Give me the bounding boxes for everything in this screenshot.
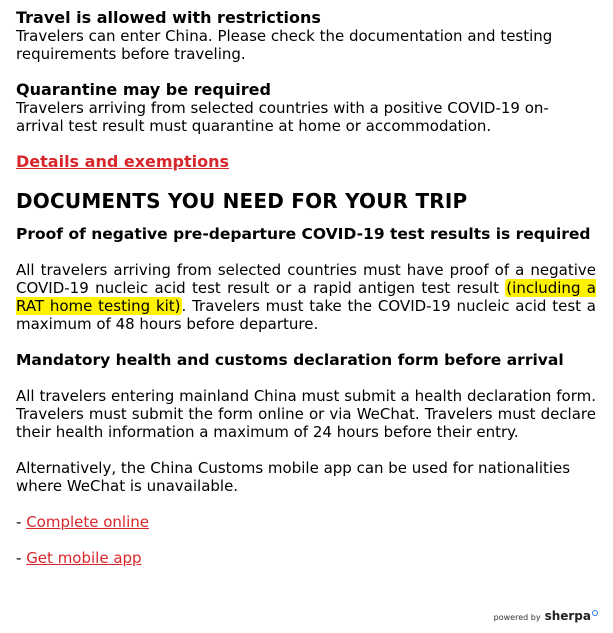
- proof-body-part2: . Travelers must take the COVID-19 nucleic acid test a maximum of 48 hours before departure.: [16, 297, 596, 333]
- get-mobile-app-link[interactable]: Get mobile app: [26, 549, 142, 567]
- sherpa-wordmark: sherpa: [544, 609, 591, 623]
- proof-of-test-title: Proof of negative pre-departure COVID-19 test results is required: [16, 225, 591, 243]
- powered-by-label: powered by: [493, 613, 541, 622]
- travel-status-title: Travel is allowed with restrictions: [16, 8, 321, 27]
- complete-online-link[interactable]: Complete online: [26, 513, 149, 531]
- sherpa-logo: [545, 610, 598, 623]
- documents-heading: DOCUMENTS YOU NEED FOR YOUR TRIP: [16, 189, 468, 213]
- link-prefix: -: [16, 549, 27, 567]
- details-and-exemptions-link[interactable]: Details and exemptions: [16, 152, 230, 171]
- declaration-body-2: Alternatively, the China Customs mobile app can be used for nationalities where WeChat is unavailable.: [16, 459, 571, 495]
- quarantine-body: Travelers arriving from selected countries with a positive COVID-19 on-arrival test result must quarantine at home or accommodation.: [16, 99, 549, 135]
- declaration-title: Mandatory health and customs declaration form before arrival: [16, 351, 564, 369]
- sherpa-logo-dot-icon: [592, 610, 598, 616]
- link-prefix: -: [16, 513, 27, 531]
- powered-by-sherpa[interactable]: [494, 610, 598, 623]
- spacer: [16, 63, 596, 81]
- travel-status-body: Travelers can enter China. Please check the documentation and testing requirements before traveling.: [16, 27, 553, 63]
- quarantine-title: Quarantine may be required: [16, 80, 271, 99]
- travel-info-content: [16, 9, 596, 567]
- proof-of-test-body: [16, 261, 596, 333]
- complete-online-line: [16, 513, 596, 531]
- proof-body-part1: All travelers arriving from selected countries must have proof of a negative COVID-19 nucleic acid test result or a rapid antigen test result: [16, 261, 596, 297]
- highlighted-text: (including a RAT home testing kit): [16, 279, 596, 315]
- get-mobile-app-line: [16, 549, 596, 567]
- declaration-body-1: All travelers entering mainland China must submit a health declaration form. Travelers must submit the form online or via WeChat. Travelers must declare their health information a maximum of 24 hours before their entry.: [16, 387, 596, 441]
